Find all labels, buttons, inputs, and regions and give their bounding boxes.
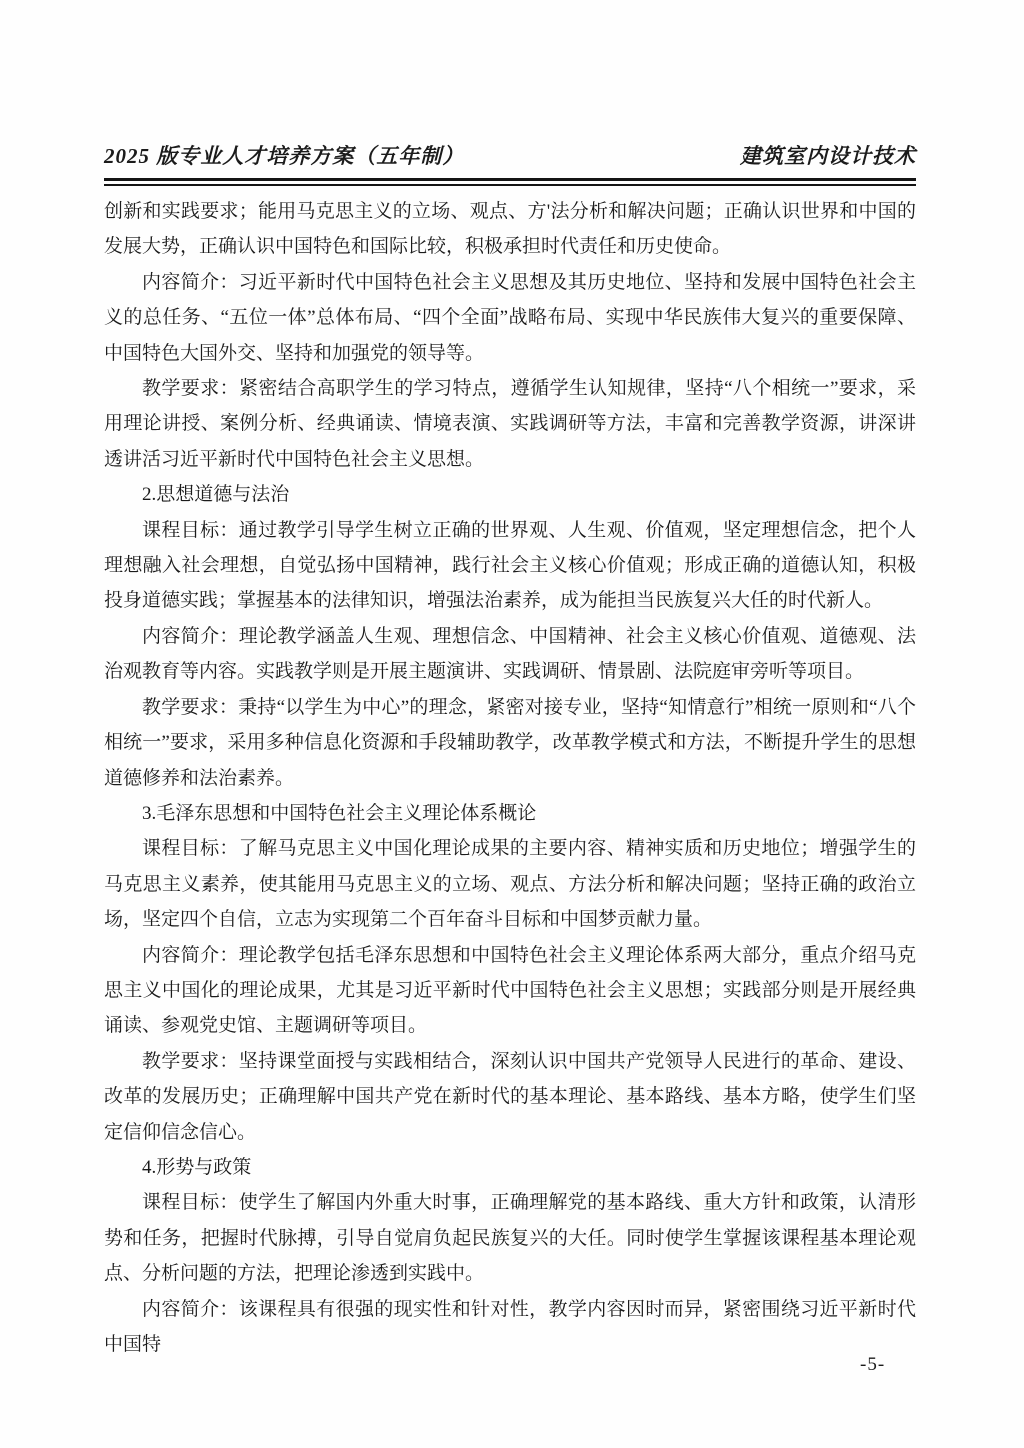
paragraph-course-goal-3: 课程目标：了解马克思主义中国化理论成果的主要内容、精神实质和历史地位；增强学生的马克思主义素养，使其能用马克思主义的立场、观点、方法分析和解决问题；坚持正确的政治立场，坚定四个自信，立志为实现第二个百年奋斗目标和中国梦贡献力量。 — [104, 838, 916, 931]
paragraph-teaching-req-3: 教学要求：坚持课堂面授与实践相结合，深刻认识中国共产党领导人民进行的革命、建设、改革的发展历史；正确理解中国共产党在新时代的基本理论、基本路线、基本方略，使学生们坚定信仰信念信心。 — [104, 1050, 916, 1143]
paragraph-continuation: 创新和实践要求；能用马克思主义的立场、观点、方'法分析和解决问题；正确认识世界和中国的发展大势，正确认识中国特色和国际比较，积极承担时代责任和历史使命。 — [104, 201, 916, 258]
paragraph-content-intro-4: 内容简介：该课程具有很强的现实性和针对性，教学内容因时而异，紧密围绕习近平新时代中国特 — [104, 1298, 916, 1355]
paragraph-content-intro-2: 内容简介：理论教学涵盖人生观、理想信念、中国精神、社会主义核心价值观、道德观、法治观教育等内容。实践教学则是开展主题演讲、实践调研、情景剧、法院庭审旁听等项目。 — [104, 625, 916, 683]
page-content — [104, 140, 916, 1362]
paragraph-teaching-req-1: 教学要求：紧密结合高职学生的学习特点，遵循学生认知规律，坚持“八个相统一”要求，采用理论讲授、案例分析、经典诵读、情境表演、实践调研等方法，丰富和完善教学资源，讲深讲透讲活习近平新时代中国特色社会主义思想。 — [104, 378, 916, 470]
header-double-rule — [104, 178, 916, 186]
paragraph-course-goal-4: 课程目标：使学生了解国内外重大时事，正确理解党的基本路线、重大方针和政策，认清形势和任务，把握时代脉搏，引导自觉肩负起民族复兴的大任。同时使学生掌握该课程基本理论观点、分析问题的方法，把理论渗透到实践中。 — [104, 1192, 916, 1285]
document-body — [104, 194, 916, 1362]
section-heading-course-2: 2.思想道德与法治 — [142, 484, 290, 506]
header-right-title: 建筑室内设计技术 — [740, 144, 916, 168]
paragraph-content-intro-3: 内容简介：理论教学包括毛泽东思想和中国特色社会主义理论体系两大部分，重点介绍马克思主义中国化的理论成果，尤其是习近平新时代中国特色社会主义思想；实践部分则是开展经典诵读、参观党史馆、主题调研等项目。 — [104, 944, 916, 1037]
paragraph-course-goal-2: 课程目标：通过教学引导学生树立正确的世界观、人生观、价值观，坚定理想信念，把个人理想融入社会理想，自觉弘扬中国精神，践行社会主义核心价值观；形成正确的道德认知，积极投身道德实践；掌握基本的法律知识，增强法治素养，成为能担当民族复兴大任的时代新人。 — [104, 519, 916, 612]
section-heading-course-3: 3.毛泽东思想和中国特色社会主义理论体系概论 — [142, 802, 537, 824]
section-heading-course-4: 4.形势与政策 — [142, 1156, 252, 1178]
paragraph-content-intro-1: 内容简介：习近平新时代中国特色社会主义思想及其历史地位、坚持和发展中国特色社会主义的总任务、“五位一体”总体布局、“四个全面”战略布局、实现中华民族伟大复兴的重要保障、中国特色大国外交、坚持和加强党的领导等。 — [104, 271, 916, 364]
page-number: -5- — [860, 1354, 886, 1375]
header-left-title: 2025 版专业人才培养方案（五年制） — [104, 144, 465, 168]
running-header — [104, 140, 916, 178]
paragraph-teaching-req-2: 教学要求：秉持“以学生为中心”的理念，紧密对接专业，坚持“知情意行”相统一原则和“八个相统一”要求，采用多种信息化资源和手段辅助教学，改革教学模式和方法，不断提升学生的思想道德修养和法治素养。 — [104, 696, 916, 789]
